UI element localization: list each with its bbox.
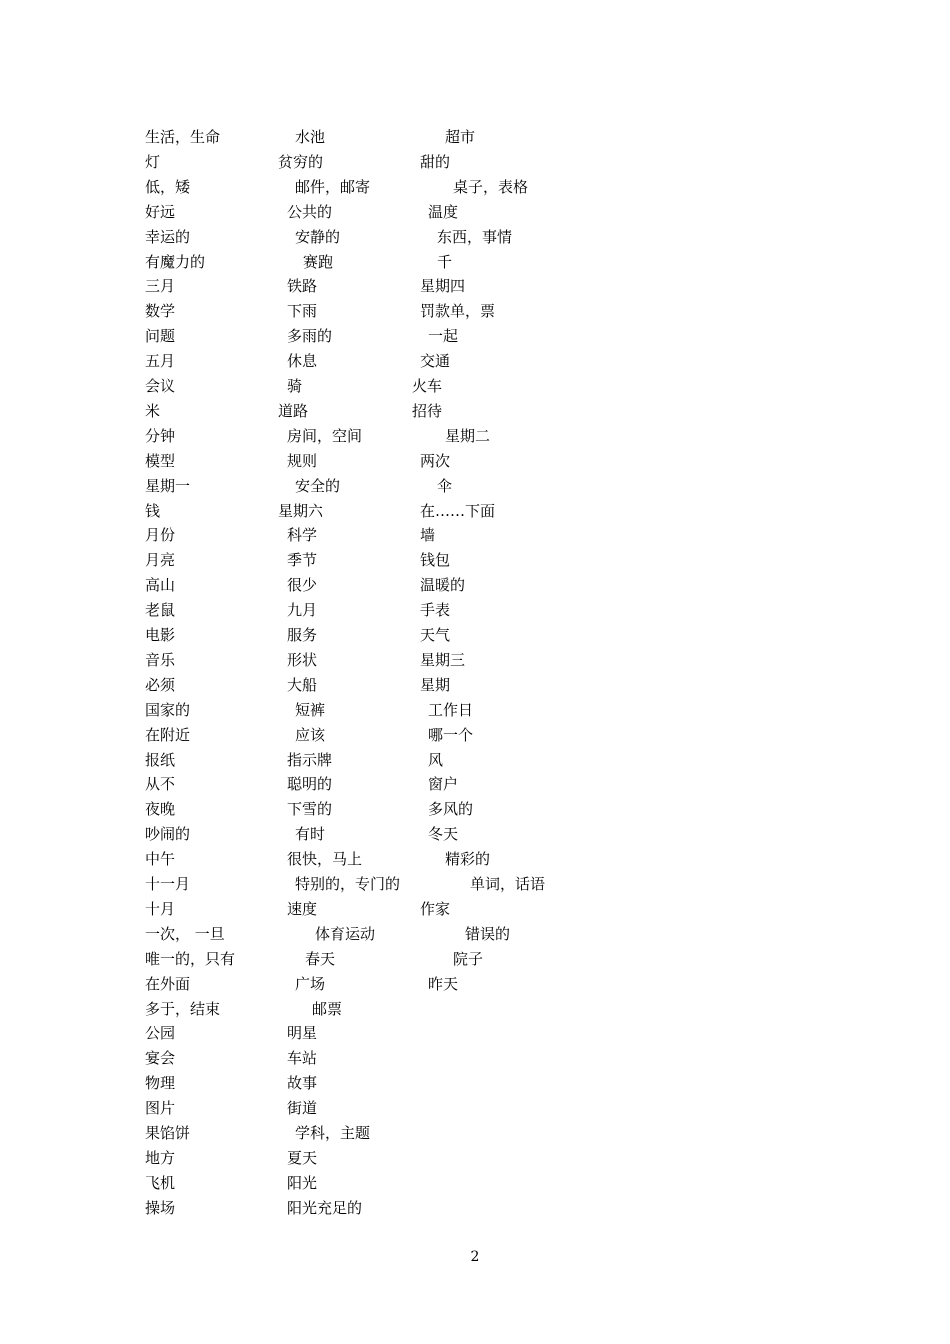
word-col-3: 单词，话语: [470, 875, 546, 893]
word-col-2: 骑: [287, 377, 303, 395]
word-row: [0, 949, 950, 974]
word-col-2: 邮件，邮寄: [295, 177, 371, 196]
word-col-1: 一次， 一旦: [145, 924, 225, 943]
word-row: [0, 1148, 950, 1173]
word-row: [0, 849, 950, 874]
word-col-3: 星期二: [445, 426, 491, 445]
word-col-1: 高山: [145, 576, 176, 595]
word-row: [0, 750, 950, 775]
word-col-1: 吵闹的: [145, 825, 191, 844]
word-row: [0, 899, 950, 924]
word-row: [0, 874, 950, 899]
word-row: [0, 999, 950, 1024]
word-col-3: 作家: [420, 899, 451, 918]
word-col-2: 夏天: [287, 1148, 318, 1167]
word-col-2: 春天: [305, 949, 336, 968]
word-col-3: 超市: [445, 128, 476, 146]
word-col-2: 公共的: [287, 202, 333, 221]
word-col-2: 邮票: [312, 999, 343, 1018]
word-col-3: 伞: [437, 476, 453, 495]
word-row: [0, 202, 950, 227]
word-col-1: 老鼠: [145, 601, 176, 620]
word-col-2: 广场: [295, 974, 326, 993]
word-col-2: 九月: [287, 601, 318, 620]
word-col-1: 图片: [145, 1099, 176, 1118]
word-col-2: 有时: [295, 825, 326, 844]
word-row: [0, 1023, 950, 1048]
word-col-3: 钱包: [420, 551, 451, 570]
word-col-2: 大船: [287, 675, 318, 694]
word-col-2: 指示牌: [287, 750, 333, 769]
word-col-3: 工作日: [428, 700, 474, 719]
word-col-1: 低，矮: [145, 177, 191, 196]
word-col-2: 赛跑: [303, 252, 334, 271]
word-col-1: 在外面: [145, 974, 191, 993]
word-row: [0, 326, 950, 351]
word-col-1: 从不: [145, 775, 176, 794]
word-col-3: 院子: [453, 949, 484, 968]
word-col-3: 天气: [420, 626, 451, 644]
word-col-1: 问题: [145, 327, 176, 346]
word-col-2: 形状: [287, 650, 318, 669]
word-row: [0, 1123, 950, 1148]
word-col-1: 操场: [145, 1198, 176, 1217]
word-col-1: 音乐: [145, 650, 176, 669]
word-col-1: 公园: [145, 1024, 176, 1043]
word-row: [0, 501, 950, 526]
word-col-2: 季节: [287, 551, 318, 570]
word-col-2: 街道: [287, 1099, 318, 1118]
word-row: [0, 799, 950, 824]
word-col-2: 阳光充足的: [287, 1198, 363, 1217]
word-col-2: 下雨: [287, 302, 318, 321]
word-col-2: 短裤: [295, 700, 326, 719]
word-row: [0, 650, 950, 675]
word-col-1: 地方: [145, 1148, 176, 1167]
word-col-3: 窗户: [428, 775, 459, 794]
word-col-1: 宴会: [145, 1049, 176, 1068]
word-col-2: 安全的: [295, 476, 341, 495]
word-col-2: 休息: [287, 352, 318, 371]
word-row: [0, 227, 950, 252]
word-col-2: 车站: [287, 1049, 318, 1068]
word-col-2: 房间，空间: [287, 426, 363, 445]
word-col-1: 多于，结束: [145, 999, 221, 1018]
word-row: [0, 550, 950, 575]
word-row: [0, 177, 950, 202]
word-col-1: 夜晚: [145, 800, 176, 819]
word-col-1: 三月: [145, 277, 176, 296]
word-col-1: 飞机: [145, 1173, 176, 1192]
word-col-3: 两次: [420, 451, 451, 470]
word-row: [0, 1173, 950, 1198]
word-col-3: 星期三: [420, 650, 466, 669]
word-col-3: 星期: [420, 675, 451, 694]
word-row: [0, 974, 950, 999]
word-col-2: 道路: [278, 401, 309, 420]
word-row: [0, 575, 950, 600]
word-row: [0, 774, 950, 799]
word-col-1: 星期一: [145, 476, 191, 495]
word-col-1: 生活，生命: [145, 128, 221, 146]
word-col-1: 米: [145, 401, 161, 420]
word-col-1: 月份: [145, 526, 176, 545]
word-row: [0, 600, 950, 625]
word-col-2: 规则: [287, 451, 318, 470]
word-col-3: 交通: [420, 352, 451, 371]
word-col-3: 温暖的: [420, 576, 466, 595]
word-row: [0, 675, 950, 700]
word-row: [0, 451, 950, 476]
word-col-3: 手表: [420, 601, 451, 620]
word-col-1: 十一月: [145, 875, 191, 893]
word-col-2: 应该: [295, 725, 326, 744]
word-col-2: 星期六: [278, 501, 324, 520]
word-col-2: 明星: [287, 1024, 318, 1043]
word-col-1: 电影: [145, 626, 176, 644]
word-col-1: 中午: [145, 850, 176, 869]
word-col-1: 分钟: [145, 426, 176, 445]
word-col-3: 罚款单，票: [420, 302, 496, 321]
word-col-3: 哪一个: [428, 725, 474, 744]
word-row: [0, 152, 950, 177]
word-row: [0, 1073, 950, 1098]
word-col-3: 错误的: [465, 924, 511, 943]
word-col-3: 风: [428, 750, 444, 769]
word-col-3: 精彩的: [445, 850, 491, 869]
word-col-3: 千: [437, 252, 453, 271]
word-col-3: 在……下面: [420, 501, 496, 520]
word-col-2: 聪明的: [287, 775, 333, 794]
word-col-2: 下雪的: [287, 800, 333, 819]
word-col-3: 招待: [412, 401, 443, 420]
word-col-1: 必须: [145, 675, 176, 694]
word-col-3: 冬天: [428, 825, 459, 844]
word-col-3: 一起: [428, 327, 459, 346]
word-row: [0, 1048, 950, 1073]
word-col-1: 月亮: [145, 551, 176, 570]
word-col-1: 报纸: [145, 750, 176, 769]
word-col-1: 有魔力的: [145, 252, 206, 271]
word-col-2: 贫穷的: [278, 152, 324, 171]
word-row: [0, 351, 950, 376]
word-col-2: 学科，主题: [295, 1124, 371, 1142]
word-col-3: 墙: [420, 526, 436, 545]
word-col-1: 灯: [145, 152, 161, 171]
word-row: [0, 824, 950, 849]
word-col-3: 温度: [428, 202, 459, 221]
word-row: [0, 525, 950, 550]
word-col-1: 十月: [145, 899, 176, 918]
word-col-1: 物理: [145, 1074, 176, 1093]
word-col-1: 在附近: [145, 725, 191, 744]
word-col-3: 星期四: [420, 277, 466, 296]
word-col-2: 水池: [295, 128, 326, 146]
word-col-3: 甜的: [420, 152, 451, 171]
word-row: [0, 127, 950, 152]
word-col-2: 特别的，专门的: [295, 875, 401, 893]
word-col-2: 科学: [287, 526, 318, 545]
word-col-1: 模型: [145, 451, 176, 470]
word-col-2: 安静的: [295, 227, 341, 246]
word-col-2: 服务: [287, 626, 318, 644]
word-col-2: 速度: [287, 899, 318, 918]
word-row: [0, 1198, 950, 1223]
word-col-3: 昨天: [428, 974, 459, 993]
word-row: [0, 476, 950, 501]
word-col-1: 会议: [145, 377, 176, 395]
word-col-3: 火车: [412, 377, 443, 395]
word-col-1: 数学: [145, 302, 176, 321]
word-col-1: 唯一的，只有: [145, 949, 236, 968]
word-row: [0, 625, 950, 650]
word-col-3: 东西，事情: [437, 227, 513, 246]
word-col-1: 国家的: [145, 700, 191, 719]
word-row: [0, 725, 950, 750]
word-col-2: 故事: [287, 1074, 318, 1093]
word-row: [0, 401, 950, 426]
word-col-1: 幸运的: [145, 227, 191, 246]
word-row: [0, 924, 950, 949]
word-row: [0, 252, 950, 277]
word-col-2: 很少: [287, 576, 318, 595]
word-col-1: 钱: [145, 501, 161, 520]
word-col-2: 多雨的: [287, 327, 333, 346]
word-col-1: 果馅饼: [145, 1124, 191, 1142]
word-col-1: 好远: [145, 202, 176, 221]
word-col-2: 阳光: [287, 1173, 318, 1192]
word-col-1: 五月: [145, 352, 176, 371]
word-col-2: 很快，马上: [287, 850, 363, 869]
word-row: [0, 276, 950, 301]
word-row: [0, 1098, 950, 1123]
word-col-3: 桌子，表格: [453, 177, 529, 196]
word-col-3: 多风的: [428, 800, 474, 819]
word-row: [0, 426, 950, 451]
word-row: [0, 301, 950, 326]
word-col-2: 体育运动: [315, 924, 376, 943]
word-row: [0, 376, 950, 401]
word-row: [0, 700, 950, 725]
page-number: 2: [470, 1249, 480, 1265]
word-col-2: 铁路: [287, 277, 318, 296]
